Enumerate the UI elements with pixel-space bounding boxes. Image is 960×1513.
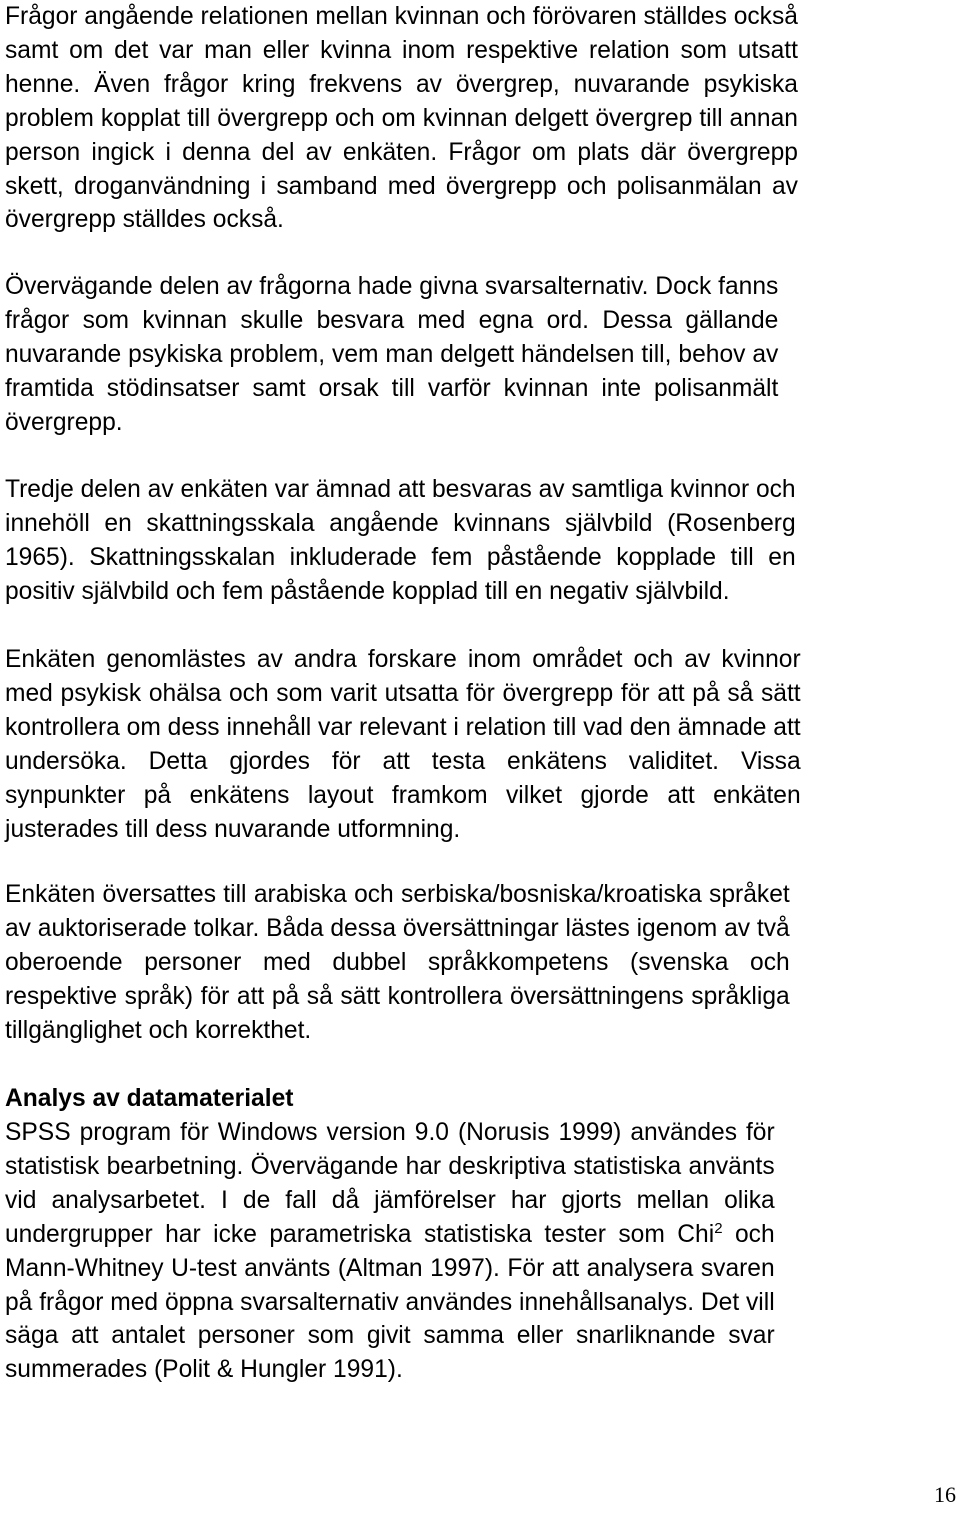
text-line: tillgänglighet och korrekthet.: [5, 1016, 312, 1044]
text-line: övergrepp ställdes också.: [5, 206, 284, 234]
text-line: innehöll en skattningsskala angående kvinnans självbild (Rosenberg: [5, 509, 796, 537]
text-line: nuvarande psykiska problem, vem man delgett händelsen till, behov av: [5, 340, 779, 368]
text-line: justerades till dess nuvarande utformning.: [5, 815, 461, 843]
superscript: 2: [714, 1219, 723, 1237]
text-line: henne. Även frågor kring frekvens av övergrep, nuvarande psykiska: [5, 70, 798, 98]
text-line: skett, droganvändning i samband med övergrepp och polisanmälan av: [5, 172, 798, 200]
text-line: 1965). Skattningsskalan inkluderade fem påstående kopplade till en: [5, 543, 796, 571]
text-line: synpunkter på enkätens layout framkom vilket gjorde att enkäten: [5, 781, 801, 809]
text-line: frågor som kvinnan skulle besvara med egna ord. Dessa gällande: [5, 306, 779, 334]
text-line: respektive språk) för att på så sätt kontrollera översättningens språkliga: [5, 982, 790, 1010]
paragraph-self-image-scale: [5, 473, 796, 609]
page-number: 16: [934, 1482, 956, 1507]
text-line: positiv självbild och fem påstående kopplad till en negativ självbild.: [5, 577, 730, 605]
paragraph-answer-alternatives: [5, 270, 778, 440]
text-segment: och: [722, 1220, 775, 1248]
paragraph-validity: [5, 643, 801, 846]
text-line: säga att antalet personer som givit samma eller snarliknande svar: [5, 1322, 775, 1350]
text-line: Tredje delen av enkäten var ämnad att besvaras av samtliga kvinnor och: [5, 476, 796, 503]
text-line: framtida stödinsatser samt orsak till varför kvinnan inte polisanmält: [5, 374, 779, 402]
text-line: av auktoriserade tolkar. Båda dessa översättningar lästes igenom av två: [5, 914, 790, 942]
section-heading: Analys av datamaterialet: [5, 1085, 294, 1112]
paragraph-translation: [5, 878, 790, 1048]
text-line: övergrepp.: [5, 408, 123, 436]
text-line: Frågor angående relationen mellan kvinnan och förövaren ställdes också: [5, 3, 798, 30]
text-line: person ingick i denna del av enkäten. Frågor om plats där övergrepp: [5, 138, 798, 166]
paragraph-data-analysis: [5, 1116, 775, 1387]
text-line: statistisk bearbetning. Övervägande har deskriptiva statistiska använts: [5, 1152, 775, 1180]
paragraph-questions-relation: [5, 0, 798, 237]
text-line: kontrollera om dess innehåll var relevant i relation till vad den ämnade att: [5, 713, 801, 741]
text-line: Enkäten översattes till arabiska och serbiska/bosniska/kroatiska språket: [5, 881, 790, 908]
text-line: Mann-Whitney U-test använts (Altman 1997). För att analysera svaren: [5, 1254, 775, 1282]
text-line: SPSS program för Windows version 9.0 (Norusis 1999) användes för: [5, 1119, 775, 1146]
text-line: undersöka. Detta gjordes för att testa enkätens validitet. Vissa: [5, 747, 801, 775]
text-line: problem kopplat till övergrepp och om kvinnan delgett övergrep till annan: [5, 104, 798, 132]
text-line: Övervägande delen av frågorna hade givna svarsalternativ. Dock fanns: [5, 273, 779, 300]
text-line: summerades (Polit & Hungler 1991).: [5, 1356, 403, 1384]
text-line-chi: [5, 1218, 775, 1252]
text-segment: undergrupper har icke parametriska statistiska tester som Chi: [5, 1220, 715, 1248]
text-line: samt om det var man eller kvinna inom respektive relation som utsatt: [5, 36, 798, 64]
text-line: på frågor med öppna svarsalternativ användes innehållsanalys. Det vill: [5, 1288, 775, 1316]
text-line: vid analysarbetet. I de fall då jämförelser har gjorts mellan olika: [5, 1186, 775, 1214]
text-line: med psykisk ohälsa och som varit utsatta för övergrepp för att på så sätt: [5, 679, 801, 707]
text-line: Enkäten genomlästes av andra forskare inom området och av kvinnor: [5, 646, 801, 673]
text-line: oberoende personer med dubbel språkkompetens (svenska och: [5, 948, 790, 976]
